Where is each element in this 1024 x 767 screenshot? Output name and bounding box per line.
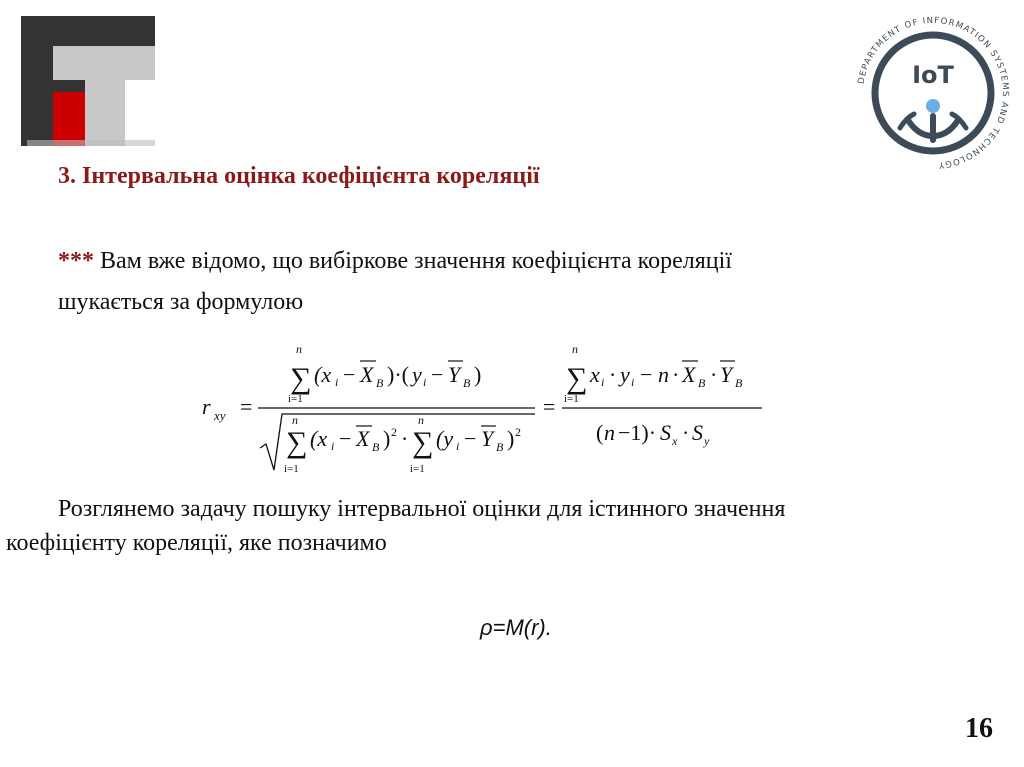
svg-text:B: B <box>463 376 471 390</box>
svg-text:i: i <box>601 375 605 389</box>
svg-text:2: 2 <box>391 425 397 439</box>
svg-text:n: n <box>658 362 669 387</box>
svg-text:Y: Y <box>720 362 733 387</box>
intro-text-1: Вам вже відомо, що вибіркове значення коефіцієнта кореляції <box>94 248 732 274</box>
intro-line-2: шукається за формулою <box>58 289 304 315</box>
svg-text:i=1: i=1 <box>564 393 579 405</box>
formula-lhs: r <box>202 394 211 419</box>
svg-text:−1)·: −1)· <box>618 420 657 445</box>
svg-text:−: − <box>431 362 444 387</box>
svg-text:): ) <box>507 426 515 451</box>
formula-lhs-sub: xy <box>214 408 226 423</box>
svg-text:−: − <box>339 426 352 451</box>
svg-text:∑: ∑ <box>566 362 588 395</box>
svg-text:y: y <box>620 362 630 387</box>
svg-text:X: X <box>682 362 696 387</box>
svg-text:∑: ∑ <box>290 362 312 395</box>
faculty-logo <box>21 16 155 146</box>
svg-text:i: i <box>335 375 339 389</box>
iot-department-logo <box>848 8 1018 178</box>
svg-text:n: n <box>572 342 578 356</box>
svg-text:Y: Y <box>448 362 461 387</box>
svg-text:y: y <box>412 362 422 387</box>
paragraph-line-1: Розглянемо задачу пошуку інтервальної оцінки для істинного значення <box>58 496 786 522</box>
page-number: 16 <box>965 713 993 744</box>
svg-text:·: · <box>682 420 690 445</box>
svg-text:i=1: i=1 <box>410 463 425 475</box>
svg-text:i=1: i=1 <box>288 393 303 405</box>
svg-text:B: B <box>376 376 384 390</box>
svg-text:x: x <box>672 434 678 448</box>
section-heading: 3. Інтервальна оцінка коефіцієнта кореляції <box>58 163 540 189</box>
svg-text:i=1: i=1 <box>284 463 299 475</box>
svg-text:i: i <box>631 375 635 389</box>
svg-text:B: B <box>372 440 380 454</box>
svg-text:n: n <box>604 420 615 445</box>
svg-text:(x: (x <box>310 426 328 451</box>
logo-ring-text: DEPARTMENT OF INFORMATION SYSTEMS AND TECHNOLOGY <box>856 15 1011 170</box>
svg-text:Y: Y <box>481 426 494 451</box>
svg-text:·: · <box>401 426 409 451</box>
svg-text:)·(: )·( <box>387 362 409 387</box>
svg-text:∑: ∑ <box>412 426 434 459</box>
svg-text:x: x <box>590 362 600 387</box>
svg-text:X: X <box>360 362 374 387</box>
svg-text:(x: (x <box>314 362 332 387</box>
svg-text:−: − <box>343 362 356 387</box>
svg-text:·: · <box>672 362 680 387</box>
svg-text:DEPARTMENT OF INFORMATION SYST <box>857 16 1011 170</box>
svg-text:−: − <box>640 362 653 387</box>
svg-text:n: n <box>296 342 302 356</box>
svg-text:n: n <box>418 413 424 427</box>
rho-formula: ρ=M(r). <box>480 615 552 640</box>
formula-equals-2: = <box>543 394 556 419</box>
intro-line-1 <box>58 248 732 275</box>
svg-text:i: i <box>456 439 460 453</box>
svg-text:S: S <box>660 420 671 445</box>
svg-text:i: i <box>331 439 335 453</box>
svg-text:X: X <box>356 426 370 451</box>
svg-text:(y: (y <box>436 426 454 451</box>
svg-text:i: i <box>423 375 427 389</box>
svg-text:): ) <box>474 362 482 387</box>
svg-text:n: n <box>292 413 298 427</box>
svg-text:·: · <box>609 362 617 387</box>
paragraph-line-2: коефіцієнту кореляції, яке позначимо <box>6 530 387 556</box>
svg-text:·: · <box>710 362 718 387</box>
svg-text:B: B <box>496 440 504 454</box>
logo-dot <box>926 99 940 113</box>
svg-text:S: S <box>692 420 703 445</box>
svg-text:): ) <box>383 426 391 451</box>
svg-text:2: 2 <box>515 425 521 439</box>
correlation-formula <box>190 340 790 480</box>
stars-marker: *** <box>58 248 94 274</box>
svg-text:B: B <box>698 376 706 390</box>
logo-iot-text: IoT <box>912 61 954 89</box>
svg-text:(: ( <box>596 420 604 445</box>
svg-text:y: y <box>704 434 710 448</box>
svg-text:−: − <box>464 426 477 451</box>
svg-text:B: B <box>735 376 743 390</box>
formula-equals-1: = <box>240 394 253 419</box>
svg-text:∑: ∑ <box>286 426 308 459</box>
